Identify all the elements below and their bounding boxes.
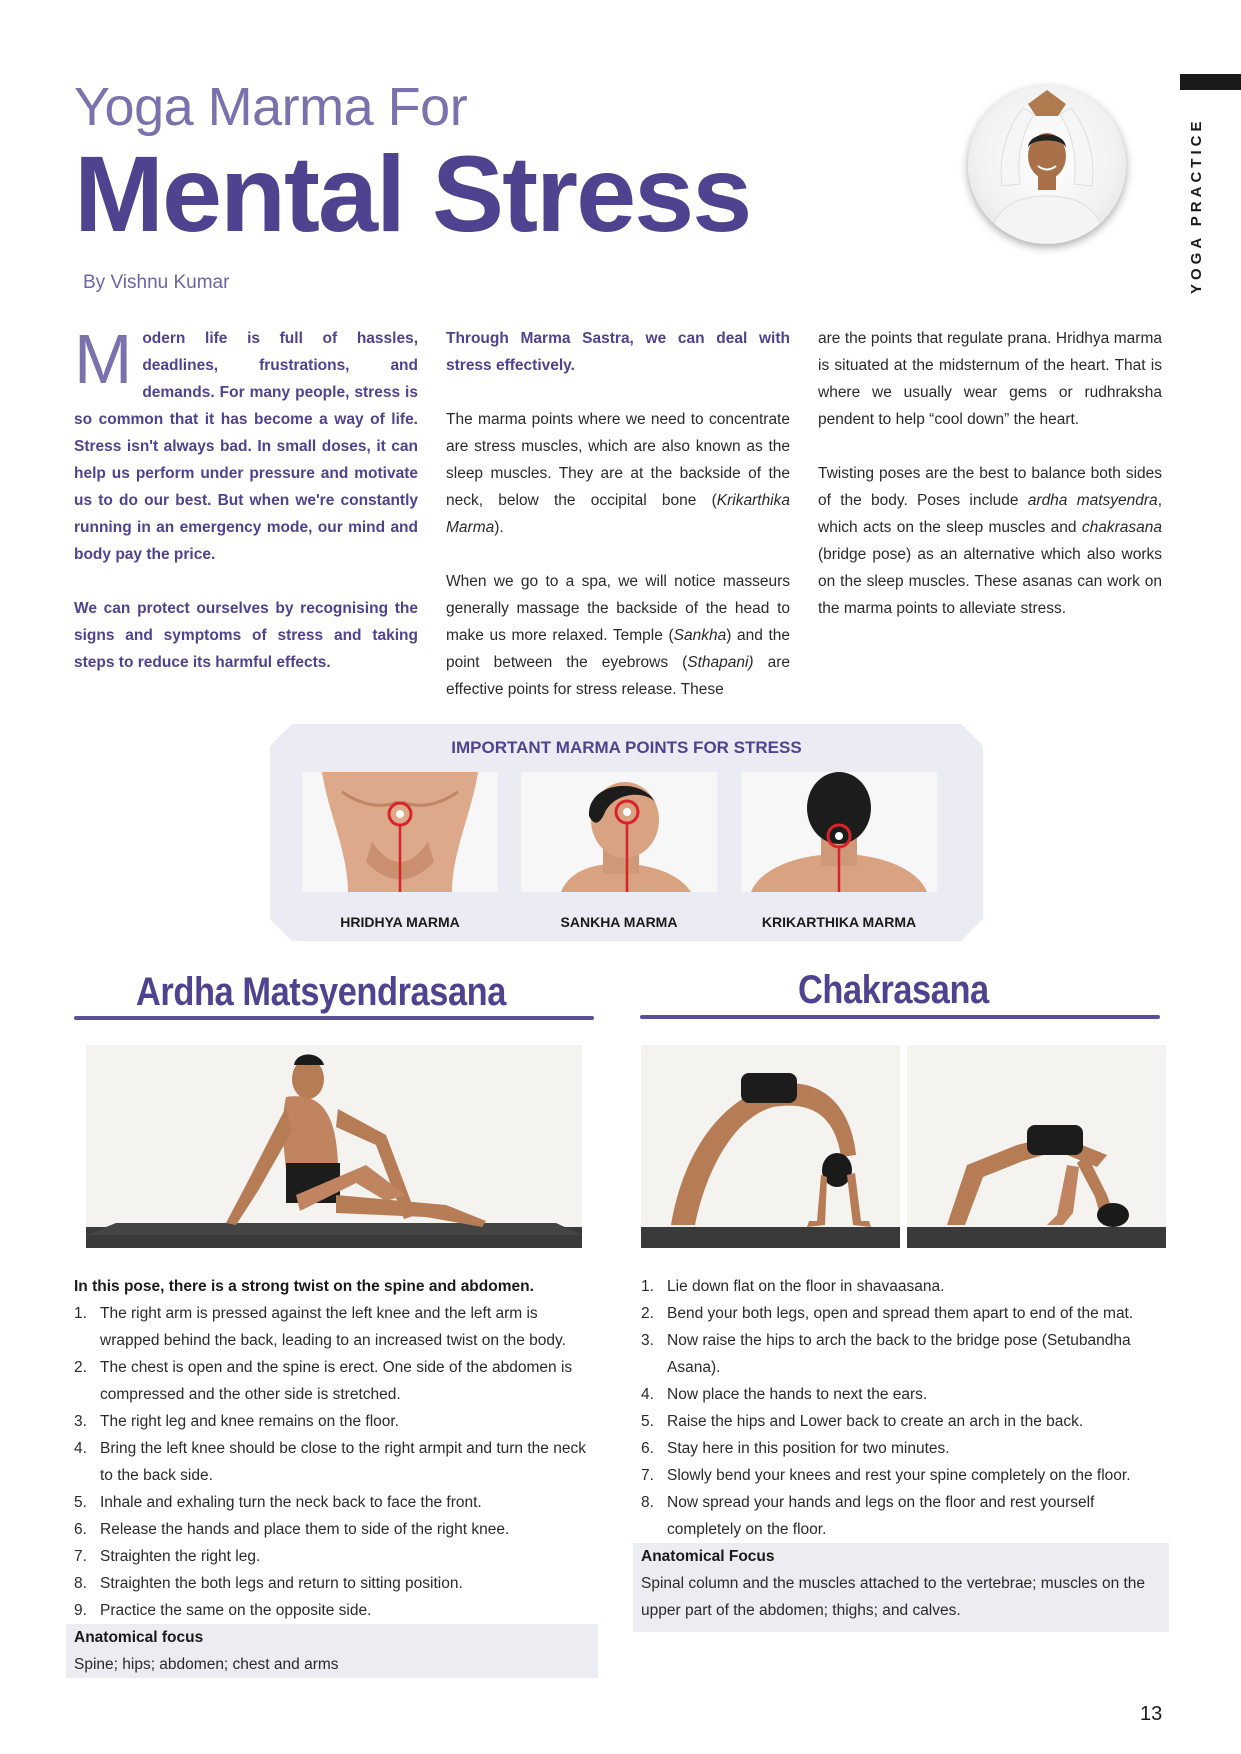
ardha-focus-title: Anatomical focus (74, 1629, 204, 1646)
list-item: 5. Inhale and exhaling turn the neck back to face the front. (74, 1494, 482, 1511)
list-item: 1. The right arm is pressed against the left knee and the left arm is wrapped behind the back, leading to an increased twist on the body. (74, 1305, 566, 1349)
step-text: Bring the left knee should be close to the right armpit and turn the neck to the back side. (100, 1440, 586, 1484)
list-item: 9. Practice the same on the opposite side. (74, 1602, 372, 1619)
list-item: 6. Release the hands and place them to side of the right knee. (74, 1521, 510, 1538)
chakra-focus-text: Spinal column and the muscles attached to the vertebrae; muscles on the upper part of the abdomen; thighs; and calves. (641, 1575, 1146, 1619)
body-column-1 (74, 320, 418, 703)
body-column-2 (446, 325, 790, 730)
step-text: Now place the hands to next the ears. (667, 1386, 928, 1403)
chakra-title-rule (640, 1015, 1160, 1019)
list-item: 2. The chest is open and the spine is erect. One side of the abdomen is compressed and the other side is stretched. (74, 1359, 573, 1403)
paragraph (446, 568, 790, 703)
list-item: 4. Now place the hands to next the ears. (641, 1386, 928, 1403)
krikarthika-marma-image (741, 772, 937, 892)
step-text: Now raise the hips to arch the back to the bridge pose (Setubandha Asana). (667, 1332, 1131, 1376)
marma-label-sankha: SANKHA MARMA (560, 914, 678, 930)
step-text: Raise the hips and Lower back to create an arch in the back. (667, 1413, 1084, 1430)
author-figure (968, 86, 1126, 244)
step-text: Inhale and exhaling turn the neck back to face the front. (100, 1494, 482, 1511)
italic-term: Krikarthika Marma (446, 492, 790, 536)
chakra-title: Chakrasana (798, 968, 989, 1012)
section-label: YOGA PRACTICE (1188, 117, 1205, 294)
chakra-focus-box (633, 1543, 1169, 1632)
ardha-steps-list (74, 1300, 598, 1624)
italic-term: Sankha (673, 627, 727, 644)
ardha-pose-photo (86, 1045, 582, 1248)
step-text: The right arm is pressed against the left knee and the left arm is wrapped behind the back, leading to an increased twist on the body. (100, 1305, 566, 1349)
step-text: Straighten the right leg. (100, 1548, 261, 1565)
step-text: Slowly bend your knees and rest your spine completely on the floor. (667, 1467, 1131, 1484)
step-text: Straighten the both legs and return to sitting position. (100, 1575, 463, 1592)
byline: By Vishnu Kumar (83, 272, 230, 293)
hridhya-marma-image (302, 772, 498, 892)
text-run: Twisting poses are the best to balance both sides of the body. Poses include (818, 465, 1162, 509)
list-item: 7. Slowly bend your knees and rest your spine completely on the floor. (641, 1467, 1131, 1484)
ardha-focus-box (66, 1624, 598, 1678)
paragraph: Through Marma Sastra, we can deal with stress effectively. (446, 330, 790, 374)
step-text: Release the hands and place them to side of the right knee. (100, 1521, 510, 1538)
chakra-instructions (641, 1273, 1169, 1632)
text-run: , which acts on the sleep muscles and (818, 492, 1162, 536)
list-item: 7. Straighten the right leg. (74, 1548, 261, 1565)
paragraph: We can protect ourselves by recognising the signs and symptoms of stress and taking steps to reduce its harmful effects. (74, 600, 418, 671)
text-run: ) and the point between the eyebrows ( (446, 627, 790, 671)
title-line-1: Yoga Marma For (74, 77, 468, 137)
italic-term: chakrasana (1081, 519, 1162, 536)
list-item: 5. Raise the hips and Lower back to create an arch in the back. (641, 1413, 1084, 1430)
list-item: 8. Now spread your hands and legs on the floor and rest yourself completely on the floor. (641, 1494, 1095, 1538)
chakrasana-pose-photo-2 (907, 1045, 1166, 1248)
ardha-title-rule (74, 1016, 594, 1020)
intro-paragraph: odern life is full of hassles, deadlines, frustrations, and demands. For many people, stress is so common that it has become a way of life. Stress isn't always bad. In small doses, it can help us perform under pressure and motivate us to do our best. But when we're constantly running in an emergency mode, our mind and body pay the price. (74, 330, 418, 563)
list-item: 3. The right leg and knee remains on the floor. (74, 1413, 399, 1430)
body-column-3 (818, 325, 1162, 649)
text-run: are effective points for stress release. These (446, 654, 790, 698)
list-item: 2. Bend your both legs, open and spread them apart to end of the mat. (641, 1305, 1134, 1322)
step-text: Lie down flat on the floor in shavaasana. (667, 1278, 945, 1295)
italic-term: ardha matsyendra (1027, 492, 1158, 509)
step-text: Bend your both legs, open and spread them apart to end of the mat. (667, 1305, 1134, 1322)
marma-label-hridhya: HRIDHYA MARMA (340, 914, 460, 930)
paragraph: are the points that regulate prana. Hridhya marma is situated at the midsternum of the heart. That is where we usually wear gems or rudhraksha pendent to help “cool down” the heart. (818, 330, 1162, 428)
ardha-instructions (74, 1273, 598, 1678)
title-line-2: Mental Stress (74, 133, 751, 254)
text-run: (bridge pose) as an alternative which also works on the sleep muscles. These asanas can work on the marma points to alleviate stress. (818, 546, 1162, 617)
text-run: The marma points where we need to concentrate are stress muscles, which are also known as the sleep muscles. They are at the backside of the neck, below the occipital bone ( (446, 411, 790, 509)
marma-panel-title: IMPORTANT MARMA POINTS FOR STRESS (451, 738, 802, 757)
italic-term: Sthapani) (687, 654, 754, 671)
list-item: 6. Stay here in this position for two minutes. (641, 1440, 950, 1457)
ardha-intro: In this pose, there is a strong twist on the spine and abdomen. (74, 1278, 534, 1295)
chakra-focus-title: Anatomical Focus (641, 1548, 775, 1565)
list-item: 4. Bring the left knee should be close to the right armpit and turn the neck to the back side. (74, 1440, 586, 1484)
paragraph (818, 460, 1162, 622)
author-photo (968, 86, 1126, 244)
ardha-title: Ardha Matsyendrasana (136, 970, 506, 1014)
text-run: When we go to a spa, we will notice masseurs generally massage the backside of the head to make us more relaxed. Temple ( (446, 573, 790, 644)
step-text: Practice the same on the opposite side. (100, 1602, 372, 1619)
list-item: 1. Lie down flat on the floor in shavaasana. (641, 1278, 945, 1295)
ardha-focus-text: Spine; hips; abdomen; chest and arms (74, 1656, 339, 1673)
list-item: 3. Now raise the hips to arch the back to the bridge pose (Setubandha Asana). (641, 1332, 1131, 1376)
chakra-steps-list (641, 1273, 1169, 1543)
step-text: The right leg and knee remains on the floor. (100, 1413, 399, 1430)
text-run: ). (494, 519, 504, 536)
paragraph (446, 406, 790, 541)
step-text: Now spread your hands and legs on the floor and rest yourself completely on the floor. (667, 1494, 1095, 1538)
step-text: Stay here in this position for two minutes. (667, 1440, 950, 1457)
page-number: 13 (1140, 1703, 1163, 1725)
dropcap: M (74, 320, 133, 398)
list-item: 8. Straighten the both legs and return to sitting position. (74, 1575, 463, 1592)
chakrasana-pose-photo-1 (641, 1045, 900, 1248)
marma-label-krikarthika: KRIKARTHIKA MARMA (761, 914, 917, 930)
step-text: The chest is open and the spine is erect. One side of the abdomen is compressed and the other side is stretched. (100, 1359, 573, 1403)
sankha-marma-image (521, 772, 717, 892)
side-tab-bar (1180, 74, 1241, 90)
